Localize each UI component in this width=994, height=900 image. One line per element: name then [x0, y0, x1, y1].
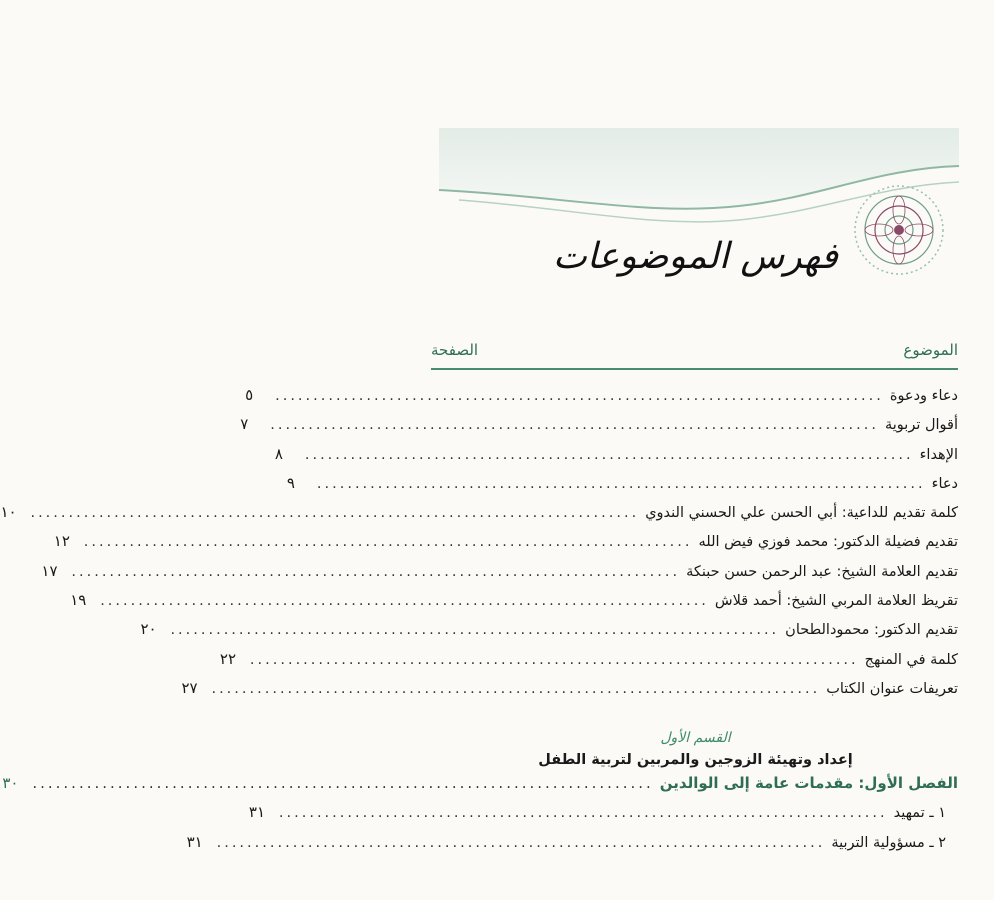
leader-dots: ................................................................................: [30, 505, 640, 522]
column-page-label: الصفحة: [431, 341, 479, 359]
toc-entry-title: تقديم العلامة الشيخ: عبد الرحمن حسن حبنكة: [686, 563, 958, 580]
column-header: [431, 332, 958, 370]
toc-entry-page: ١٧: [41, 561, 58, 580]
toc-list: [0, 386, 958, 708]
column-subject-label: الموضوع: [903, 341, 958, 359]
toc-entry-page: ٣١: [248, 803, 266, 822]
toc-row[interactable]: [140, 620, 958, 649]
leader-dots: ................................................................................: [32, 774, 654, 792]
chapter-row[interactable]: [2, 774, 958, 803]
toc-entry-title: تقديم الدكتور: محمودالطحان: [785, 622, 958, 639]
toc-entry-title: كلمة في المنهج: [864, 651, 958, 668]
toc-entry-page: ٧: [240, 415, 249, 434]
leader-dots: ................................................................................: [71, 563, 681, 580]
chapter-page: ٣٠: [2, 774, 19, 792]
toc-row[interactable]: [245, 386, 958, 415]
toc-entry-title: تقريظ العلامة المربي الشيخ: أحمد قلاش: [714, 593, 958, 610]
toc-entry-page: ١٠: [0, 503, 17, 522]
toc-row[interactable]: [274, 444, 958, 474]
toc-entry-title: تعريفات عنوان الكتاب: [826, 680, 958, 697]
chapter-title: الفصل الأول: مقدمات عامة إلى الوالدين: [659, 774, 958, 792]
toc-entry-title: أقوال تربوية: [885, 417, 958, 434]
toc-entry-title: كلمة تقديم للداعية: أبي الحسن علي الحسني الندوي: [645, 505, 958, 522]
toc-entry-page: ٢٠: [140, 620, 157, 639]
section-title: إعداد وتهيئة الزوجين والمربين لتربية الطفل: [538, 752, 853, 768]
toc-entry-title: ٢ ـ مسؤولية التربية: [831, 834, 946, 851]
leader-dots: ................................................................................: [278, 805, 888, 822]
leader-dots: ................................................................................: [211, 680, 821, 697]
toc-row[interactable]: [186, 832, 958, 862]
toc-entry-page: ١٢: [53, 532, 70, 551]
toc-entry-title: دعاء: [931, 475, 958, 492]
toc-entry-page: ١٩: [70, 591, 87, 610]
toc-entry-page: ٢٢: [219, 649, 237, 668]
leader-dots: ................................................................................: [316, 475, 926, 492]
toc-row[interactable]: [286, 473, 958, 503]
toc-entry-page: ٥: [245, 386, 254, 404]
toc-row[interactable]: [0, 503, 958, 532]
leader-dots: ................................................................................: [100, 593, 709, 610]
leader-dots: ................................................................................: [170, 622, 780, 639]
toc-entry-title: دعاء ودعوة: [889, 388, 958, 404]
toc-entry-page: ٣١: [186, 832, 203, 851]
leader-dots: ................................................................................: [275, 388, 884, 404]
toc-entry-title: تقديم فضيلة الدكتور: محمد فوزي فيض الله: [698, 534, 958, 551]
toc-row[interactable]: [240, 415, 958, 444]
leader-dots: ................................................................................: [249, 651, 859, 668]
toc-entry-page: ٢٧: [181, 678, 198, 697]
leader-dots: ................................................................................: [270, 417, 879, 434]
section-label: القسم الأول: [660, 730, 731, 746]
toc-row[interactable]: [181, 678, 958, 708]
toc-entry-title: ١ ـ تمهيد: [893, 805, 946, 822]
toc-row[interactable]: [53, 532, 958, 561]
page-title: فهرس الموضوعات: [553, 236, 838, 277]
toc-row[interactable]: [41, 561, 958, 591]
leader-dots: ................................................................................: [304, 446, 914, 463]
toc-row[interactable]: [219, 649, 958, 679]
toc-row[interactable]: [70, 591, 958, 620]
leader-dots: ................................................................................: [83, 534, 693, 551]
toc-entry-page: ٩: [286, 473, 295, 492]
section-toc-list: [2, 774, 958, 862]
toc-entry-title: الإهداء: [919, 446, 958, 463]
leader-dots: ................................................................................: [216, 834, 826, 851]
toc-row[interactable]: [248, 803, 958, 832]
toc-entry-page: ٨: [274, 444, 283, 463]
